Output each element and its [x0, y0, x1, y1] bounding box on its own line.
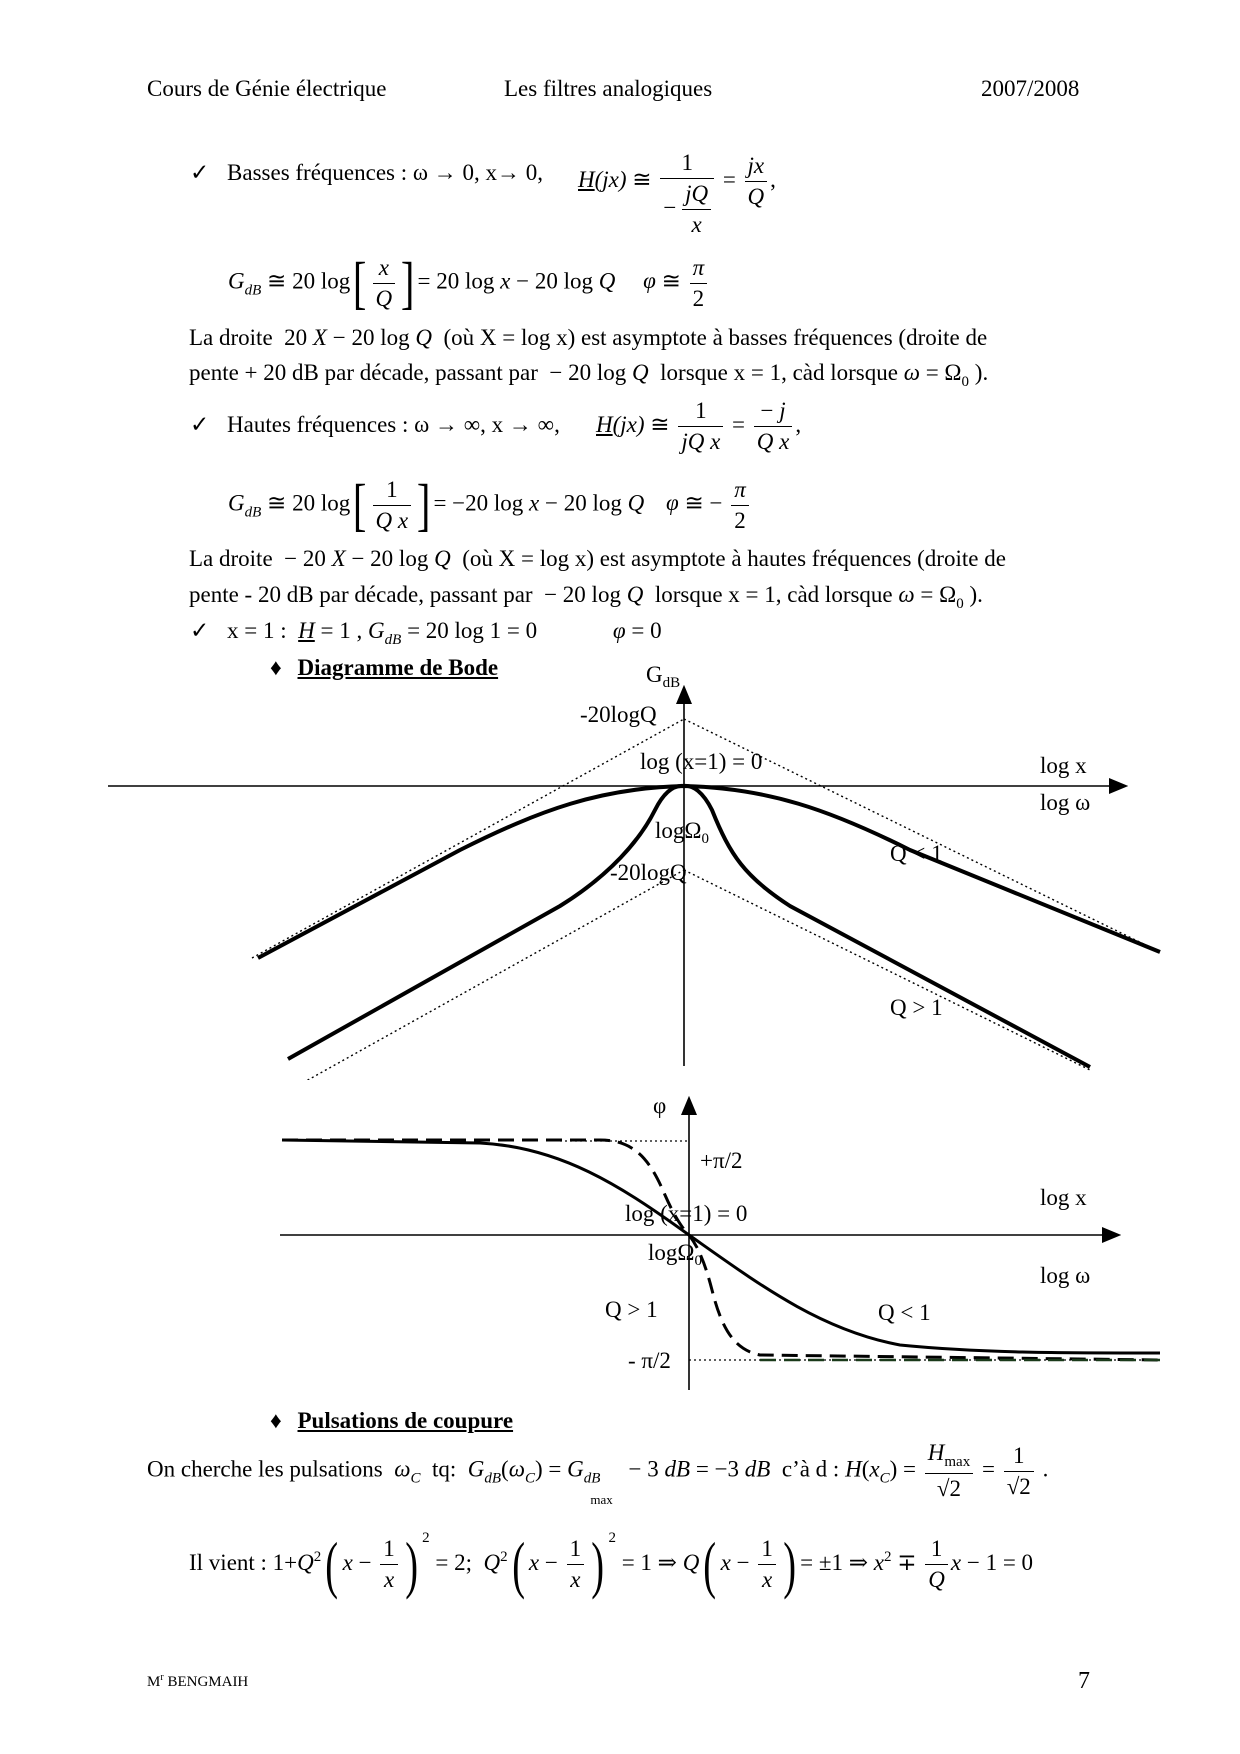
high-freq-label: Hautes fréquences : ω → ∞, x → ∞, — [227, 412, 560, 437]
header-right: 2007/2008 — [981, 76, 1080, 101]
bode-heading: Diagramme de Bode — [297, 655, 499, 680]
asymptote-low-q-small — [252, 719, 684, 958]
asymptote-low-q-large — [290, 870, 684, 1080]
phase-axis-label: φ — [653, 1093, 667, 1118]
low-freq-gain-eq: $G_{dB}$ ≅ 20 log[ $\frac{x}{Q}$ ] = 20 log x − 20 log Q φ ≅ $\frac{\pi}{2}$ — [228, 254, 710, 312]
cutoff-heading: Pulsations de coupure — [297, 1408, 514, 1433]
cutoff-text: On cherche les pulsations $\omega_C$ tq: $G_{dB}(\omega_C) = G_{dBmax} - 3$ dB = −3 dB c’à d : $H(x_C)$ = $\frac{H_{max}}{√2}$ = $\frac{1}{√2}$ . — [147, 1440, 1049, 1508]
label-phase-plus: +π/2 — [700, 1148, 743, 1173]
label-phase-center: log (x=1) = 0 — [625, 1201, 748, 1226]
low-freq-line — [190, 160, 543, 186]
label-phase-logw: log ω — [1040, 1263, 1091, 1288]
label-phase-omega0: logΩ$_0$ — [648, 1240, 702, 1269]
gain-diagram — [0, 660, 1240, 1080]
check-icon: ✓ — [190, 412, 210, 437]
high-freq-line — [190, 412, 560, 438]
cutoff-heading-row — [270, 1408, 513, 1434]
cutoff-result: Il vient : $1+Q^2$( x − $\frac{1}{x}$ ) $^2$ = 2; $Q^2$( x − $\frac{1}{x}$ ) $^2$ = 1 ⇒ Q( x − $\frac{1}{x}$ ) = ±1 ⇒ $x^2$ ∓ $\frac{1}{Q}$ x − 1 = 0 — [189, 1528, 1034, 1600]
label-gain-omega0: logΩ$_0$ — [655, 818, 709, 847]
low-freq-transfer: H(jx) ≅ 1 − $\frac{jQ}{x}$ = $\frac{jx}{Q}$ , — [578, 150, 776, 237]
check-icon: ✓ — [190, 160, 210, 185]
high-freq-gain-eq: $G_{dB}$ ≅ 20 log[ $\frac{1}{\text{Q x}}$ ] = −20 log x − 20 log Q φ ≅ − $\frac{\pi}{2}$ — [228, 476, 752, 534]
label-gain-q-small: Q < 1 — [890, 841, 943, 866]
x-one-line: ✓ x = 1 : H = 1 , $G_{dB} = 20$ log 1 = 0 φ = 0 — [190, 618, 662, 648]
header-left: Cours de Génie électrique — [147, 76, 387, 101]
check-icon: ✓ — [190, 618, 210, 643]
low-freq-text1: La droite 20 X − 20 log Q (où X = log x) est asymptote à basses fréquences (droite de — [189, 325, 988, 350]
phase-diagram — [0, 1085, 1240, 1395]
diamond-icon: ♦ — [270, 655, 282, 680]
low-freq-label: Basses fréquences : ω → 0, x→ 0, — [227, 160, 544, 185]
high-freq-transfer: H(jx) ≅ $\frac{1}{\text{jQ x}}$ = $\frac{- j}{\text{Q x}}$ , — [596, 398, 802, 454]
label-phase-minus: - π/2 — [628, 1348, 671, 1373]
footer-author: $M^r$ BENGMAIH — [147, 1672, 249, 1690]
label-top-20logq: -20logQ — [580, 702, 657, 727]
phase-curve-q-large — [282, 1140, 1160, 1360]
label-gain-logx: log x — [1040, 753, 1087, 778]
header-center: Les filtres analogiques — [504, 76, 713, 101]
high-freq-text2: pente - 20 dB par décade, passant par − 20 log Q lorsque x = 1, càd lorsque $\omega = \Omega_0$ ). — [189, 582, 983, 612]
gain-axis-label: $G_{dB}$ — [646, 662, 681, 691]
label-phase-q-large: Q > 1 — [605, 1297, 658, 1322]
label-phase-logx: log x — [1040, 1185, 1087, 1210]
gain-curve-q-small — [258, 786, 1160, 958]
label-gain-center: log (x=1) = 0 — [640, 749, 763, 774]
label-gain-q-large: Q > 1 — [890, 995, 943, 1020]
label-bottom-20logq: -20logQ — [610, 860, 687, 885]
high-freq-text1: La droite − 20 X − 20 log Q (où X = log x) est asymptote à hautes fréquences (droite de — [189, 546, 1006, 571]
label-gain-logw: log ω — [1040, 790, 1091, 815]
footer-page: 7 — [1078, 1668, 1090, 1694]
label-phase-q-small: Q < 1 — [878, 1300, 931, 1325]
low-freq-text2: pente + 20 dB par décade, passant par − 20 log Q lorsque x = 1, càd lorsque $\omega = \Omega_0$ ). — [189, 360, 989, 390]
diamond-icon: ♦ — [270, 1408, 282, 1433]
